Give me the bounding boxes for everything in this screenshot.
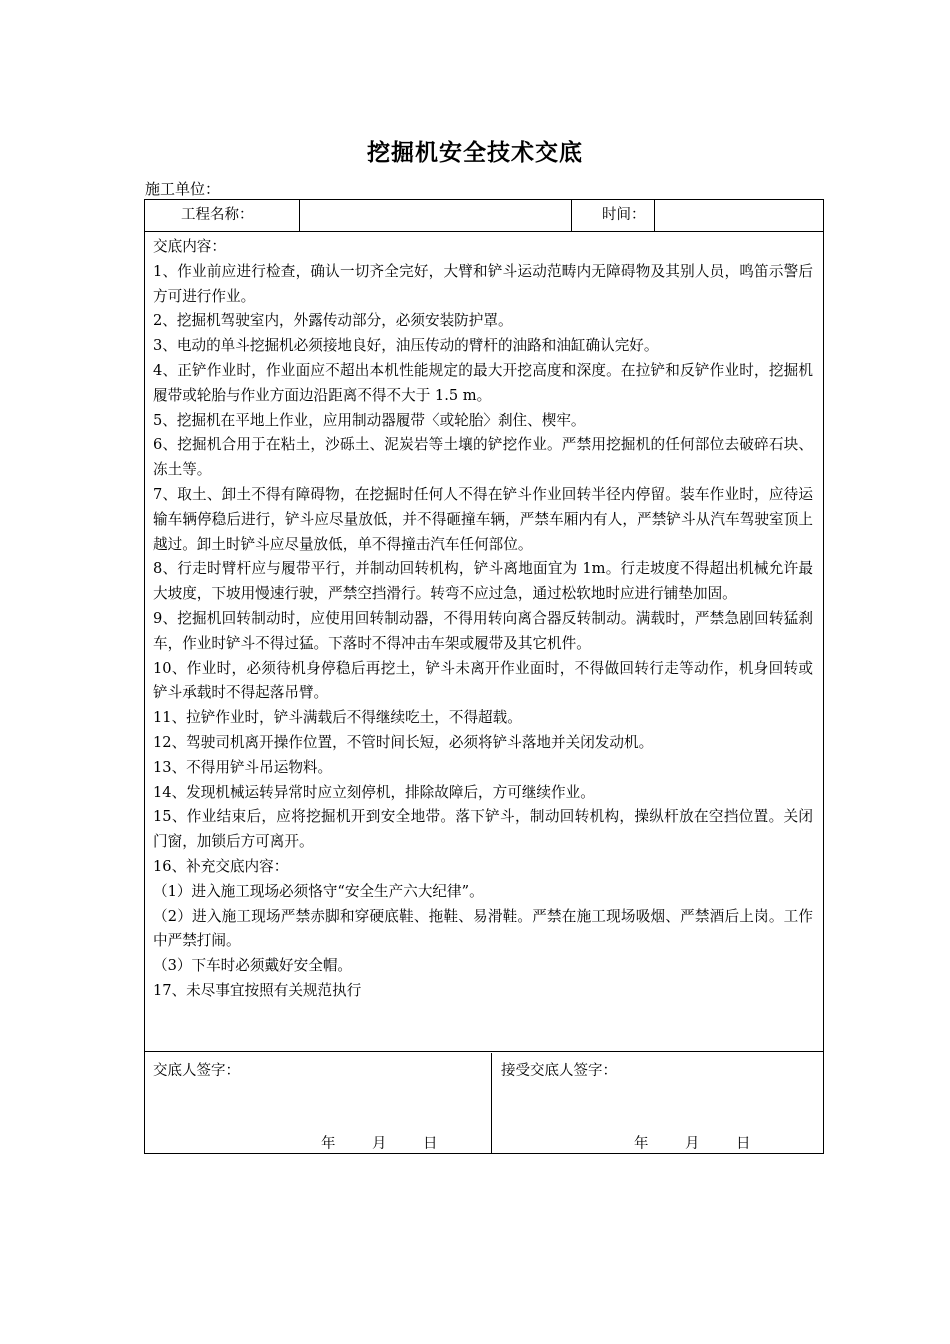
- disclosure-form: [144, 199, 824, 1154]
- time-field[interactable]: [655, 200, 823, 231]
- content-item-3: 3、电动的单斗挖掘机必须接地良好，油压传动的臂杆的油路和油缸确认完好。: [153, 337, 659, 355]
- receiver-year-label: 年: [634, 1136, 649, 1152]
- content-item-2: 2、挖掘机驾驶室内，外露传动部分，必须安装防护罩。: [153, 312, 513, 330]
- content-item-17: 17、未尽事宜按照有关规范执行: [153, 981, 362, 999]
- receiver-day-label: 日: [736, 1136, 751, 1152]
- discloser-day-label: 日: [423, 1136, 438, 1152]
- content-item-10: 10、作业时，必须待机身停稳后再挖土，铲斗未离开作业面时，不得做回转行走等动作，机身回转或铲斗承载时不得起落吊臂。: [153, 659, 813, 702]
- content-item-13: 13、不得用铲斗吊运物料。: [153, 758, 333, 776]
- project-name-label: 工程名称：: [145, 200, 300, 231]
- disclosure-content: [145, 232, 823, 1052]
- discloser-signature-cell[interactable]: [145, 1053, 492, 1153]
- content-item-5: 5、挖掘机在平地上作业，应用制动器履带〈或轮胎〉刹住、楔牢。: [153, 411, 586, 429]
- content-item-6: 6、挖掘机合用于在粘土，沙砾土、泥炭岩等土壤的铲挖作业。严禁用挖掘机的任何部位去破碎石块、冻土等。: [153, 436, 813, 479]
- signature-row: [145, 1053, 823, 1153]
- discloser-signature-label: 交底人签字：: [153, 1063, 240, 1079]
- content-heading: 交底内容：: [153, 238, 226, 255]
- content-item-15: 15、作业结束后，应将挖掘机开到安全地带。落下铲斗，制动回转机构，操纵杆放在空挡位置。关闭门窗，加锁后方可离开。: [153, 808, 813, 851]
- receiver-signature-label: 接受交底人签字：: [501, 1063, 617, 1079]
- time-label: 时间：: [572, 200, 655, 231]
- construction-unit-label: 施工单位：: [145, 180, 221, 198]
- content-item-1: 1、作业前应进行检查，确认一切齐全完好，大臂和铲斗运动范畴内无障碍物及其别人员，鸣笛示警后方可进行作业。: [153, 262, 813, 305]
- supplement-item-2: （2）进入施工现场严禁赤脚和穿硬底鞋、拖鞋、易滑鞋。严禁在施工现场吸烟、严禁酒后上岗。工作中严禁打闹。: [153, 907, 813, 950]
- receiver-month-label: 月: [685, 1136, 700, 1152]
- header-row: [145, 200, 823, 232]
- content-item-12: 12、驾驶司机离开操作位置，不管时间长短，必须将铲斗落地并关闭发动机。: [153, 733, 654, 751]
- content-item-7: 7、取土、卸土不得有障碍物，在挖掘时任何人不得在铲斗作业回转半径内停留。装车作业时，应待运输车辆停稳后进行，铲斗应尽量放低，并不得砸撞车辆，严禁车厢内有人，严禁铲斗从汽车驾驶室顶上越过。卸土时铲斗应尽量放低，单不得撞击汽车任何部位。: [153, 485, 813, 553]
- discloser-year-label: 年: [321, 1136, 336, 1152]
- content-item-11: 11、拉铲作业时，铲斗满载后不得继续吃土，不得超载。: [153, 709, 522, 727]
- supplement-item-3: （3）下车时必须戴好安全帽。: [153, 957, 353, 975]
- content-item-14: 14、发现机械运转异常时应立刻停机，排除故障后，方可继续作业。: [153, 783, 595, 801]
- content-item-8: 8、行走时臂杆应与履带平行，并制动回转机构，铲斗离地面宜为 1m。行走坡度不得超出机械允许最大坡度，下坡用慢速行驶，严禁空挡滑行。转弯不应过急，通过松软地时应进行铺垫加固。: [153, 560, 813, 603]
- content-item-9: 9、挖掘机回转制动时，应使用回转制动器，不得用转向离合器反转制动。满载时，严禁急剧回转猛刹车，作业时铲斗不得过猛。下落时不得冲击车架或履带及其它机件。: [153, 609, 813, 652]
- supplement-item-1: （1）进入施工现场必须恪守“安全生产六大纪律”。: [153, 882, 484, 900]
- project-name-field[interactable]: [300, 200, 572, 231]
- content-item-4: 4、正铲作业时，作业面应不超出本机性能规定的最大开挖高度和深度。在拉铲和反铲作业时，挖掘机履带或轮胎与作业方面边沿距离不得不大于 1.5 m。: [153, 361, 813, 404]
- content-item-16: 16、补充交底内容：: [153, 857, 289, 875]
- receiver-signature-cell[interactable]: [492, 1053, 823, 1153]
- discloser-month-label: 月: [372, 1136, 387, 1152]
- document-title: 挖掘机安全技术交底: [367, 140, 583, 166]
